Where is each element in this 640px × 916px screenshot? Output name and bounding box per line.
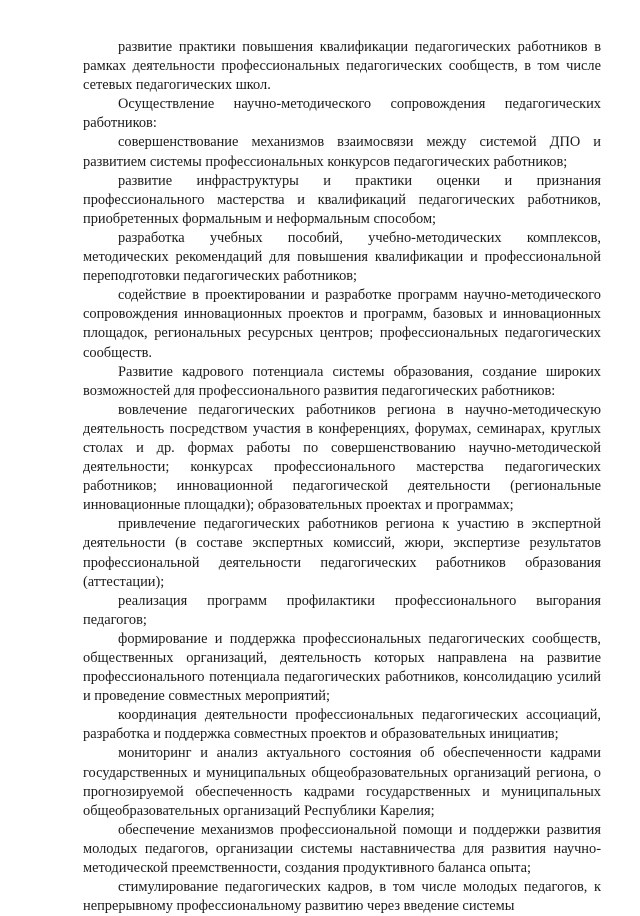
paragraph: обеспечение механизмов профессиональной помощи и поддержки развития молодых педагогов, организации системы наставничества для развития научно-методической преемственности, создания продуктивного баланса опыта; [83, 821, 601, 877]
paragraph: Осуществление научно-методического сопровождения педагогических работников: [83, 96, 601, 132]
paragraph: мониторинг и анализ актуального состояния об обеспеченности кадрами государственных и муниципальных общеобразовательных организаций региона, о прогнозируемой обеспеченность кадрами государственных и муниципальных общеобразовательных организаций Республики Карелия; [83, 745, 601, 819]
document-body [83, 38, 601, 916]
paragraph: стимулирование педагогических кадров, в том числе молодых педагогов, к непрерывному профессиональному развитию через введение системы [83, 879, 601, 915]
paragraph: формирование и поддержка профессиональных педагогических сообществ, общественных организаций, деятельность которых направлена на развитие профессионального потенциала педагогических работников, консолидацию усилий и проведение совместных мероприятий; [83, 630, 601, 705]
paragraph: привлечение педагогических работников региона к участию в экспертной деятельности (в составе экспертных комиссий, жюри, экспертизе результатов профессиональной деятельности педагогических работников образования (аттестации); [83, 516, 601, 590]
paragraph: разработка учебных пособий, учебно-методических комплексов, методических рекомендаций для повышения квалификации и профессиональной переподготовки педагогических работников; [83, 229, 601, 285]
paragraph: развитие практики повышения квалификации педагогических работников в рамках деятельности профессиональных педагогических сообществ, в том числе сетевых педагогических школ. [83, 39, 601, 94]
paragraph: вовлечение педагогических работников региона в научно-методическую деятельность посредством участия в конференциях, форумах, семинарах, круглых столах и др. формах работы по совершенствованию научно-методической деятельности; конкурсах профессионального мастерства педагогических работников; инновационной педагогической деятельности (региональные инновационные площадки); образовательных проектах и программах; [83, 401, 601, 514]
paragraph: совершенствование механизмов взаимосвязи между системой ДПО и развитием системы профессиональных конкурсов педагогических работников; [83, 134, 601, 170]
paragraph: реализация программ профилактики профессионального выгорания педагогов; [83, 592, 601, 628]
paragraph: содействие в проектировании и разработке программ научно-методического сопровождения инновационных проектов и программ, базовых и инновационных площадок, региональных ресурсных центров; профессиональных педагогических сообществ. [83, 287, 601, 361]
paragraph: координация деятельности профессиональных педагогических ассоциаций, разработка и поддержка совместных проектов и образовательных инициатив; [83, 707, 601, 743]
paragraph: развитие инфраструктуры и практики оценки и признания профессионального мастерства и квалификаций педагогических работников, приобретенных формальным и неформальным способом; [83, 172, 601, 227]
paragraph: Развитие кадрового потенциала системы образования, создание широких возможностей для профессионального развития педагогических работников: [83, 363, 601, 399]
